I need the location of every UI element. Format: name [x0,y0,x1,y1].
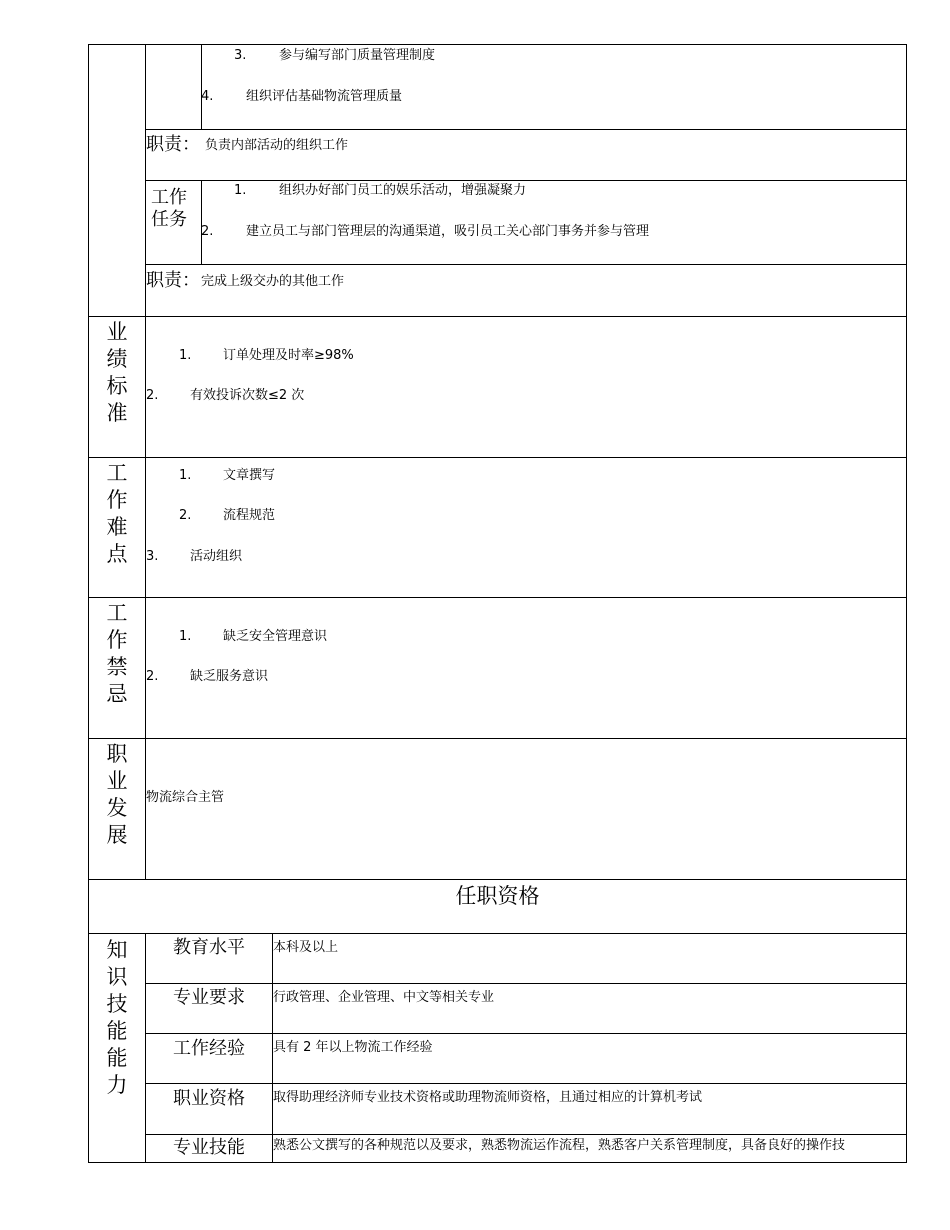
task-label: 工作 任务 [151,187,187,230]
duty-3-text: 完成上级交办的其他工作 [201,274,345,289]
qual-label: 专业要求 [173,987,245,1008]
qual-label: 教育水平 [173,937,245,958]
duty-2-text: 负责内部活动的组织工作 [205,138,349,153]
duty-label: 职责： [146,270,200,291]
qualifications-title: 任职资格 [455,884,540,908]
qual-label: 工作经验 [173,1038,245,1059]
qual-value: 具有 2 年以上物流工作经验 [273,1040,433,1055]
qual-value: 行政管理、企业管理、中文等相关专业 [273,990,495,1005]
qual-label: 专业技能 [173,1137,245,1158]
qual-value: 熟悉公文撰写的各种规范以及要求，熟悉物流运作流程，熟悉客户关系管理制度，具备良好的操作技 [273,1138,846,1153]
difficulties-label: 工 作 难 点 [106,461,128,566]
career-text: 物流综合主管 [146,790,225,805]
duty-label: 职责： [146,134,200,155]
qualifications-label: 知 识 技 能 能 力 [106,938,128,1097]
qual-label: 职业资格 [173,1088,245,1109]
taboos-label: 工 作 禁 忌 [106,601,128,706]
qual-value: 取得助理经济师专业技术资格或助理物流师资格，且通过相应的计算机考试 [273,1090,703,1105]
performance-label: 业 绩 标 准 [106,320,128,425]
career-label: 职 业 发 展 [106,742,128,847]
qual-value: 本科及以上 [273,940,339,955]
